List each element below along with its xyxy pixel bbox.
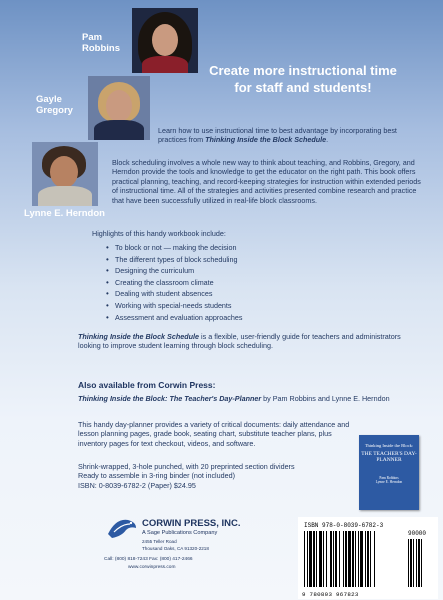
highlights-list bbox=[106, 242, 242, 323]
publisher-name: CORWIN PRESS, INC. bbox=[142, 518, 241, 529]
publisher-address-1: 2455 Teller Road bbox=[142, 539, 177, 544]
author-name-gayle bbox=[36, 94, 88, 116]
also-specs bbox=[78, 462, 350, 490]
list-item: • To block or not — making the decision bbox=[106, 242, 242, 254]
day-planner-cover bbox=[359, 435, 419, 510]
also-book-title: Thinking Inside the Block: The Teacher's Day-Planner bbox=[78, 394, 262, 403]
list-item: • Designing the curriculum bbox=[106, 265, 242, 277]
list-item: • The different types of block scheduling bbox=[106, 254, 242, 266]
also-available-heading: Also available from Corwin Press: bbox=[78, 380, 216, 390]
also-book-line bbox=[78, 394, 423, 403]
list-item: • Assessment and evaluation approaches bbox=[106, 312, 242, 324]
list-item: • Creating the classroom climate bbox=[106, 277, 242, 289]
summary-book-title: Thinking Inside the Block Schedule bbox=[78, 332, 200, 341]
photo-gayle-gregory bbox=[88, 76, 150, 140]
author-name-lynne: Lynne E. Herndon bbox=[24, 208, 105, 219]
publisher-address-2: Thousand Oaks, CA 91320-2218 bbox=[142, 546, 209, 551]
isbn-barcode bbox=[298, 517, 438, 599]
intro-book-title: Thinking Inside the Block Schedule bbox=[205, 135, 327, 145]
spec-line: Ready to assemble in 3-ring binder (not included) bbox=[78, 471, 236, 481]
publisher-sub: A Sage Publications Company bbox=[142, 530, 218, 536]
photo-lynne-herndon bbox=[32, 142, 98, 206]
cover-title: THE TEACHER'S DAY-PLANNER bbox=[361, 450, 417, 463]
summary-text: is a flexible, user-friendly guide for teachers and administrators looking to improve student learning through block scheduling. bbox=[78, 332, 401, 351]
headline: Create more instructional time for staff and students! bbox=[209, 63, 397, 95]
price-code: 90000 bbox=[408, 530, 427, 537]
publisher-phone: Call: (800) 818-7243 Fax: (800) 417-2466 bbox=[104, 557, 193, 562]
highlights-intro: Highlights of this handy workbook include: bbox=[92, 229, 226, 238]
intro-text: Learn how to use instructional time to best advantage by incorporating best practices from bbox=[158, 126, 397, 145]
photo-pam-robbins bbox=[132, 8, 198, 73]
list-item: • Working with special-needs students bbox=[106, 300, 242, 312]
also-description: This handy day-planner provides a variety of critical documents: daily attendance and lesson planning pages, grade book, seating chart, substitute teacher plans, plus inventory pages for text checkout, videos, and software. bbox=[78, 420, 350, 448]
publisher-block bbox=[84, 510, 254, 595]
list-item: • Dealing with student absences bbox=[106, 288, 242, 300]
intro-end: . bbox=[326, 135, 329, 145]
spec-line: ISBN: 0-8039-6782-2 (Paper) $24.95 bbox=[78, 480, 196, 490]
spec-line: Shrink-wrapped, 3-hole punched, with 20 preprinted section dividers bbox=[78, 462, 295, 471]
corwin-bird-logo-icon bbox=[106, 514, 138, 544]
summary-paragraph bbox=[78, 332, 418, 351]
cover-line: Thinking Inside the Block: bbox=[364, 443, 414, 448]
barcode-digits: 9 780803 967823 bbox=[302, 591, 359, 598]
isbn-number: ISBN 978-0-8039-6782-3 bbox=[304, 522, 384, 529]
isbn-text bbox=[304, 522, 383, 529]
description-paragraph: Block scheduling involves a whole new way to think about teaching, and Robbins, Gregory, and Herndon provide the tools and knowledge to get the educator on the right path. This book offers practical planning, teaching, and record-keeping strategies for instruction within extended periods of instructional time. All of the strategies and activities presented combine research and practice that have been successfully utilized in real-life block classrooms. bbox=[112, 158, 421, 205]
cover-author: Lynne E. Herndon bbox=[375, 480, 403, 484]
intro-paragraph bbox=[158, 126, 426, 145]
cover-author: Pam Robbins bbox=[379, 475, 399, 480]
author-name-gayle-text: Gayle Gregory bbox=[36, 94, 73, 116]
also-book-authors: by Pam Robbins and Lynne E. Herndon bbox=[261, 394, 390, 403]
author-name-pam: Pam Robbins bbox=[82, 32, 120, 54]
publisher-website: www.corwinpress.com bbox=[128, 565, 176, 570]
barcode-bars-icon bbox=[302, 531, 434, 589]
